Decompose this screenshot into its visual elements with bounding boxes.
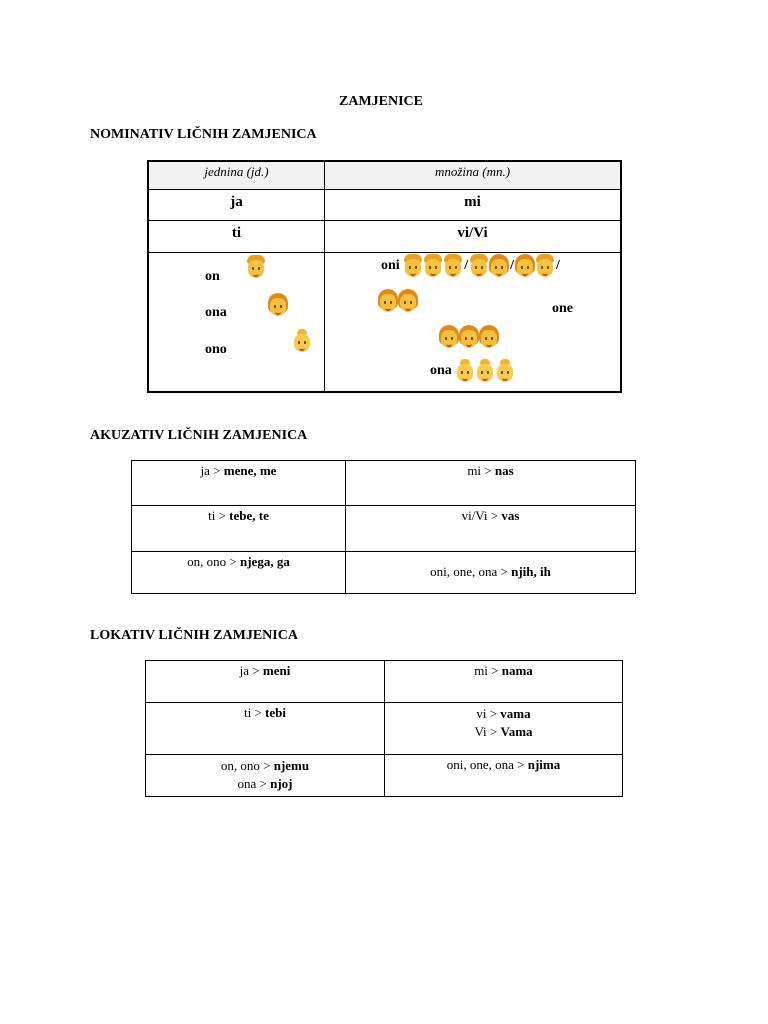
woman-face-icon (514, 254, 536, 278)
man-face-icon (468, 254, 490, 278)
slash-separator: / (510, 257, 514, 273)
woman-face-icon (488, 254, 510, 278)
cell-ti-akuzativ: ti > tebe, te (132, 506, 346, 552)
label-ona: ona (205, 304, 227, 320)
akuzativ-heading: AKUZATIV LIČNIH ZAMJENICA (90, 428, 308, 443)
table-row (146, 703, 623, 755)
cell-ja-akuzativ: ja > mene, me (132, 461, 346, 506)
label-oni: oni (381, 257, 400, 273)
column-header-singular: jednina (jd.) (148, 161, 325, 189)
table-row (132, 461, 636, 506)
cell-on-akuzativ: on, ono > njega, ga (132, 552, 346, 594)
woman-face-icon (377, 289, 399, 313)
baby-face-icon (454, 359, 476, 383)
cell-ti-lokativ: ti > tebi (146, 703, 385, 755)
cell-mi: mi (325, 189, 622, 220)
label-ono: ono (205, 341, 227, 357)
woman-face-icon (478, 325, 500, 349)
column-header-plural: množina (mn.) (325, 161, 622, 189)
nominativ-heading: NOMINATIV LIČNIH ZAMJENICA (90, 127, 317, 142)
cell-vi-akuzativ: vi/Vi > vas (346, 506, 636, 552)
man-face-icon (422, 254, 444, 278)
cell-ti: ti (148, 220, 325, 252)
cell-third-plural (325, 252, 622, 392)
baby-face-icon (494, 359, 516, 383)
table-row (148, 189, 621, 220)
lokativ-heading: LOKATIV LIČNIH ZAMJENICA (90, 628, 298, 643)
woman-face-icon (458, 325, 480, 349)
man-face-icon (442, 254, 464, 278)
cell-third-singular (148, 252, 325, 392)
akuzativ-table (131, 460, 636, 594)
cell-vi-lokativ: vi > vama Vi > Vama (385, 703, 623, 755)
baby-face-icon (474, 359, 496, 383)
table-row (132, 506, 636, 552)
cell-mi-akuzativ: mi > nas (346, 461, 636, 506)
lokativ-table (145, 660, 623, 797)
oni-group (381, 254, 561, 278)
label-on: on (205, 268, 220, 284)
page-title: ZAMJENICE (339, 94, 424, 109)
woman-face-icon (397, 289, 419, 313)
woman-face-icon (438, 325, 460, 349)
ona-plural-group (430, 359, 515, 383)
cell-ja-lokativ: ja > meni (146, 661, 385, 703)
man-face-icon (245, 255, 267, 279)
table-row (148, 252, 621, 392)
label-ona-plural: ona (430, 362, 452, 378)
cell-vi: vi/Vi (325, 220, 622, 252)
label-one: one (552, 300, 573, 316)
cell-oni-lokativ: oni, one, ona > njima (385, 755, 623, 797)
table-row (148, 161, 621, 189)
man-face-icon (402, 254, 424, 278)
nominativ-table (147, 160, 622, 393)
one-group (439, 325, 499, 349)
slash-separator: / (464, 257, 469, 273)
table-row (132, 552, 636, 594)
slash-separator: / (555, 257, 560, 273)
cell-on-lokativ: on, ono > njemu ona > njoj (146, 755, 385, 797)
woman-face-icon (267, 293, 289, 317)
oni-group-continued (378, 289, 418, 313)
cell-ja: ja (148, 189, 325, 220)
table-row (146, 661, 623, 703)
man-face-icon (534, 254, 556, 278)
table-row (148, 220, 621, 252)
table-row (146, 755, 623, 797)
cell-mi-lokativ: mi > nama (385, 661, 623, 703)
baby-face-icon (291, 329, 313, 353)
cell-oni-akuzativ: oni, one, ona > njih, ih (346, 552, 636, 594)
